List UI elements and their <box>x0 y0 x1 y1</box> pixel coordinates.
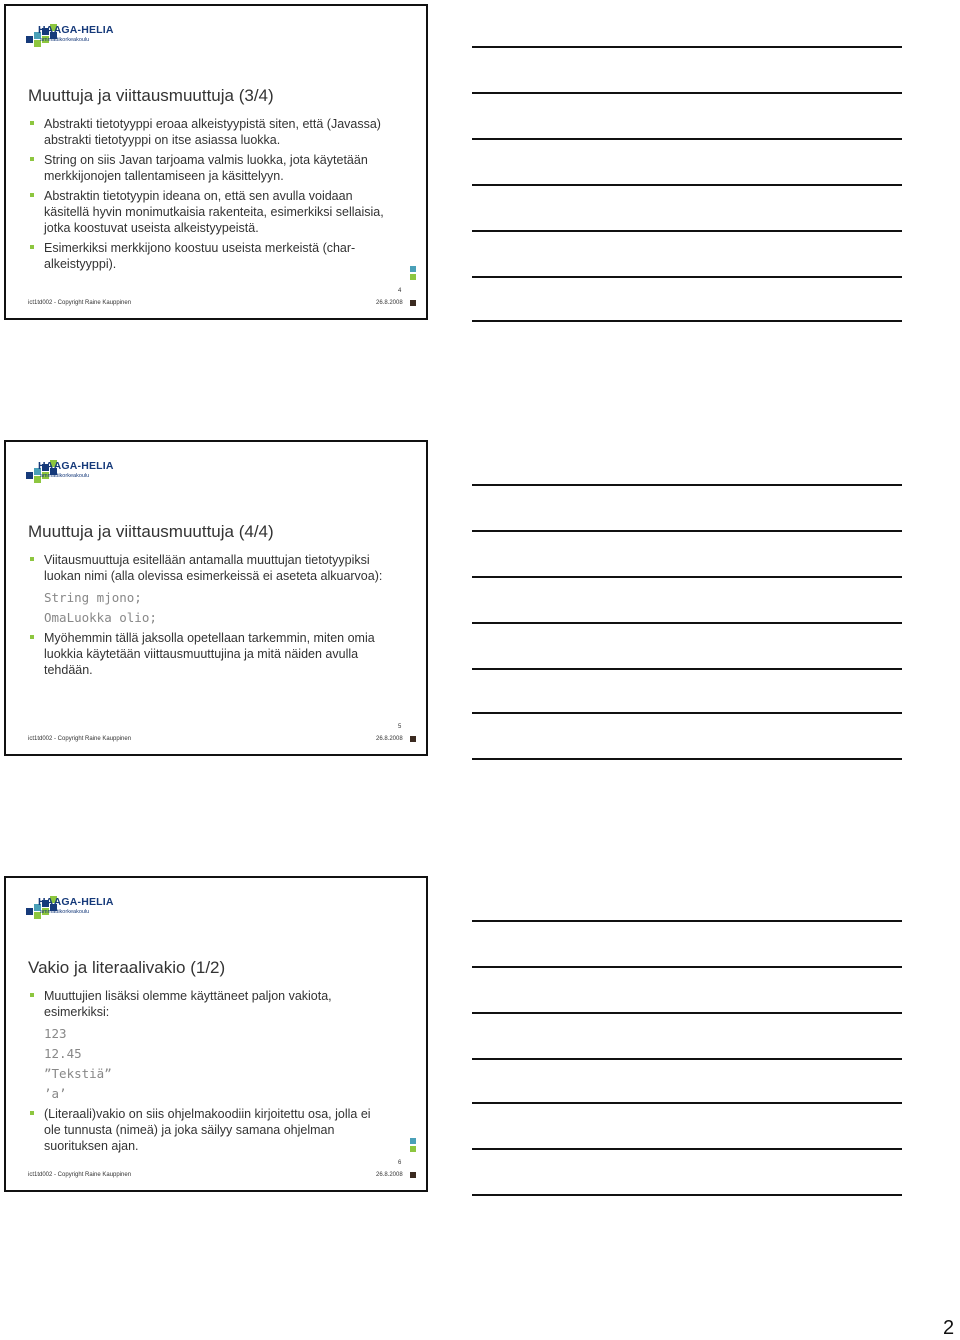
notes-line <box>472 484 902 486</box>
code-line: String mjono; <box>44 590 142 605</box>
slide-number: 6 <box>398 1160 402 1166</box>
notes-line <box>472 1058 902 1060</box>
bullet-item: Abstraktin tietotyypin ideana on, että sen avulla voidaan käsitellä hyvin monimutkaisia rakenteita, esimerkiksi sellaisia, jotka koostuvat useista alkeistyypeistä. <box>28 188 388 236</box>
notes-line <box>472 668 902 670</box>
slide-body <box>28 988 388 1158</box>
decor-square-icon <box>410 274 416 280</box>
slide-5 <box>4 440 428 756</box>
logo-subtitle: ammattikorkeakoulu <box>40 909 90 915</box>
decor-square-icon <box>410 266 416 272</box>
notes-line <box>472 1148 902 1150</box>
slide-body <box>28 116 388 276</box>
decor-square-icon <box>410 300 416 306</box>
notes-line <box>472 1194 902 1196</box>
bullet-item: Viitausmuuttuja esitellään antamalla muuttujan tietotyypiksi luokan nimi (alla olevissa esimerkeissä ei aseteta alkuarvoa): <box>28 552 388 584</box>
notes-line <box>472 92 902 94</box>
code-line: ’a’ <box>44 1086 67 1101</box>
slide-6 <box>4 876 428 1192</box>
footer-copyright: ict1td002 - Copyright Raine Kauppinen <box>28 300 132 306</box>
bullet-item: Myöhemmin tällä jaksolla opetellaan tarkemmin, miten omia luokkia käytetään viittausmuuttujina ja mitä näiden avulla tehdään. <box>28 630 388 678</box>
decor-square-icon <box>410 1146 416 1152</box>
bullet-item: String on siis Javan tarjoama valmis luokka, jota käytetään merkkijonojen tallentamiseen ja käsittelyyn. <box>28 152 388 184</box>
footer-date: 26.8.2008 <box>376 300 403 306</box>
notes-line <box>472 920 902 922</box>
slide-title: Muuttuja ja viittausmuuttuja (3/4) <box>28 86 274 105</box>
page-number: 2 <box>943 1317 955 1339</box>
footer-copyright: ict1td002 - Copyright Raine Kauppinen <box>28 1172 132 1178</box>
footer-date: 26.8.2008 <box>376 1172 403 1178</box>
bullet-item: (Literaali)vakio on siis ohjelmakoodiin kirjoitettu osa, jolla ei ole tunnusta (nimeä) ja joka säilyy samana ohjelman suorituksen ajan. <box>28 1106 388 1154</box>
notes-line <box>472 622 902 624</box>
logo-subtitle: ammattikorkeakoulu <box>40 37 90 43</box>
bullet-item: Abstrakti tietotyyppi eroaa alkeistyypistä siten, että (Javassa) abstrakti tietotyyppi on itse asiassa luokka. <box>28 116 388 148</box>
bullet-item: Muuttujien lisäksi olemme käyttäneet paljon vakiota, esimerkiksi: <box>28 988 388 1020</box>
slide-body <box>28 552 388 682</box>
notes-line <box>472 758 902 760</box>
notes-line <box>472 712 902 714</box>
decor-square-icon <box>410 736 416 742</box>
notes-line <box>472 230 902 232</box>
notes-line <box>472 184 902 186</box>
slide-4 <box>4 4 428 320</box>
notes-line <box>472 530 902 532</box>
logo-name: HAAGA-HELIA <box>38 896 114 908</box>
logo-subtitle: ammattikorkeakoulu <box>40 473 90 479</box>
logo-name: HAAGA-HELIA <box>38 460 114 472</box>
bullet-item: Esimerkiksi merkkijono koostuu useista merkeistä (char-alkeistyyppi). <box>28 240 388 272</box>
notes-line <box>472 1012 902 1014</box>
logo-name: HAAGA-HELIA <box>38 24 114 36</box>
notes-line <box>472 276 902 278</box>
notes-line <box>472 576 902 578</box>
code-line: ”Tekstiä” <box>44 1066 112 1081</box>
slide-number: 4 <box>398 288 402 294</box>
footer-copyright: ict1td002 - Copyright Raine Kauppinen <box>28 736 132 742</box>
notes-line <box>472 46 902 48</box>
code-line: OmaLuokka olio; <box>44 610 157 625</box>
notes-line <box>472 138 902 140</box>
footer-date: 26.8.2008 <box>376 736 403 742</box>
code-line: 123 <box>44 1026 67 1041</box>
decor-square-icon <box>410 1138 416 1144</box>
slide-number: 5 <box>398 724 402 730</box>
code-line: 12.45 <box>44 1046 82 1061</box>
decor-square-icon <box>410 1172 416 1178</box>
slide-title: Muuttuja ja viittausmuuttuja (4/4) <box>28 522 274 541</box>
notes-line <box>472 966 902 968</box>
slide-title: Vakio ja literaalivakio (1/2) <box>28 958 226 977</box>
notes-line <box>472 1102 902 1104</box>
notes-line <box>472 320 902 322</box>
